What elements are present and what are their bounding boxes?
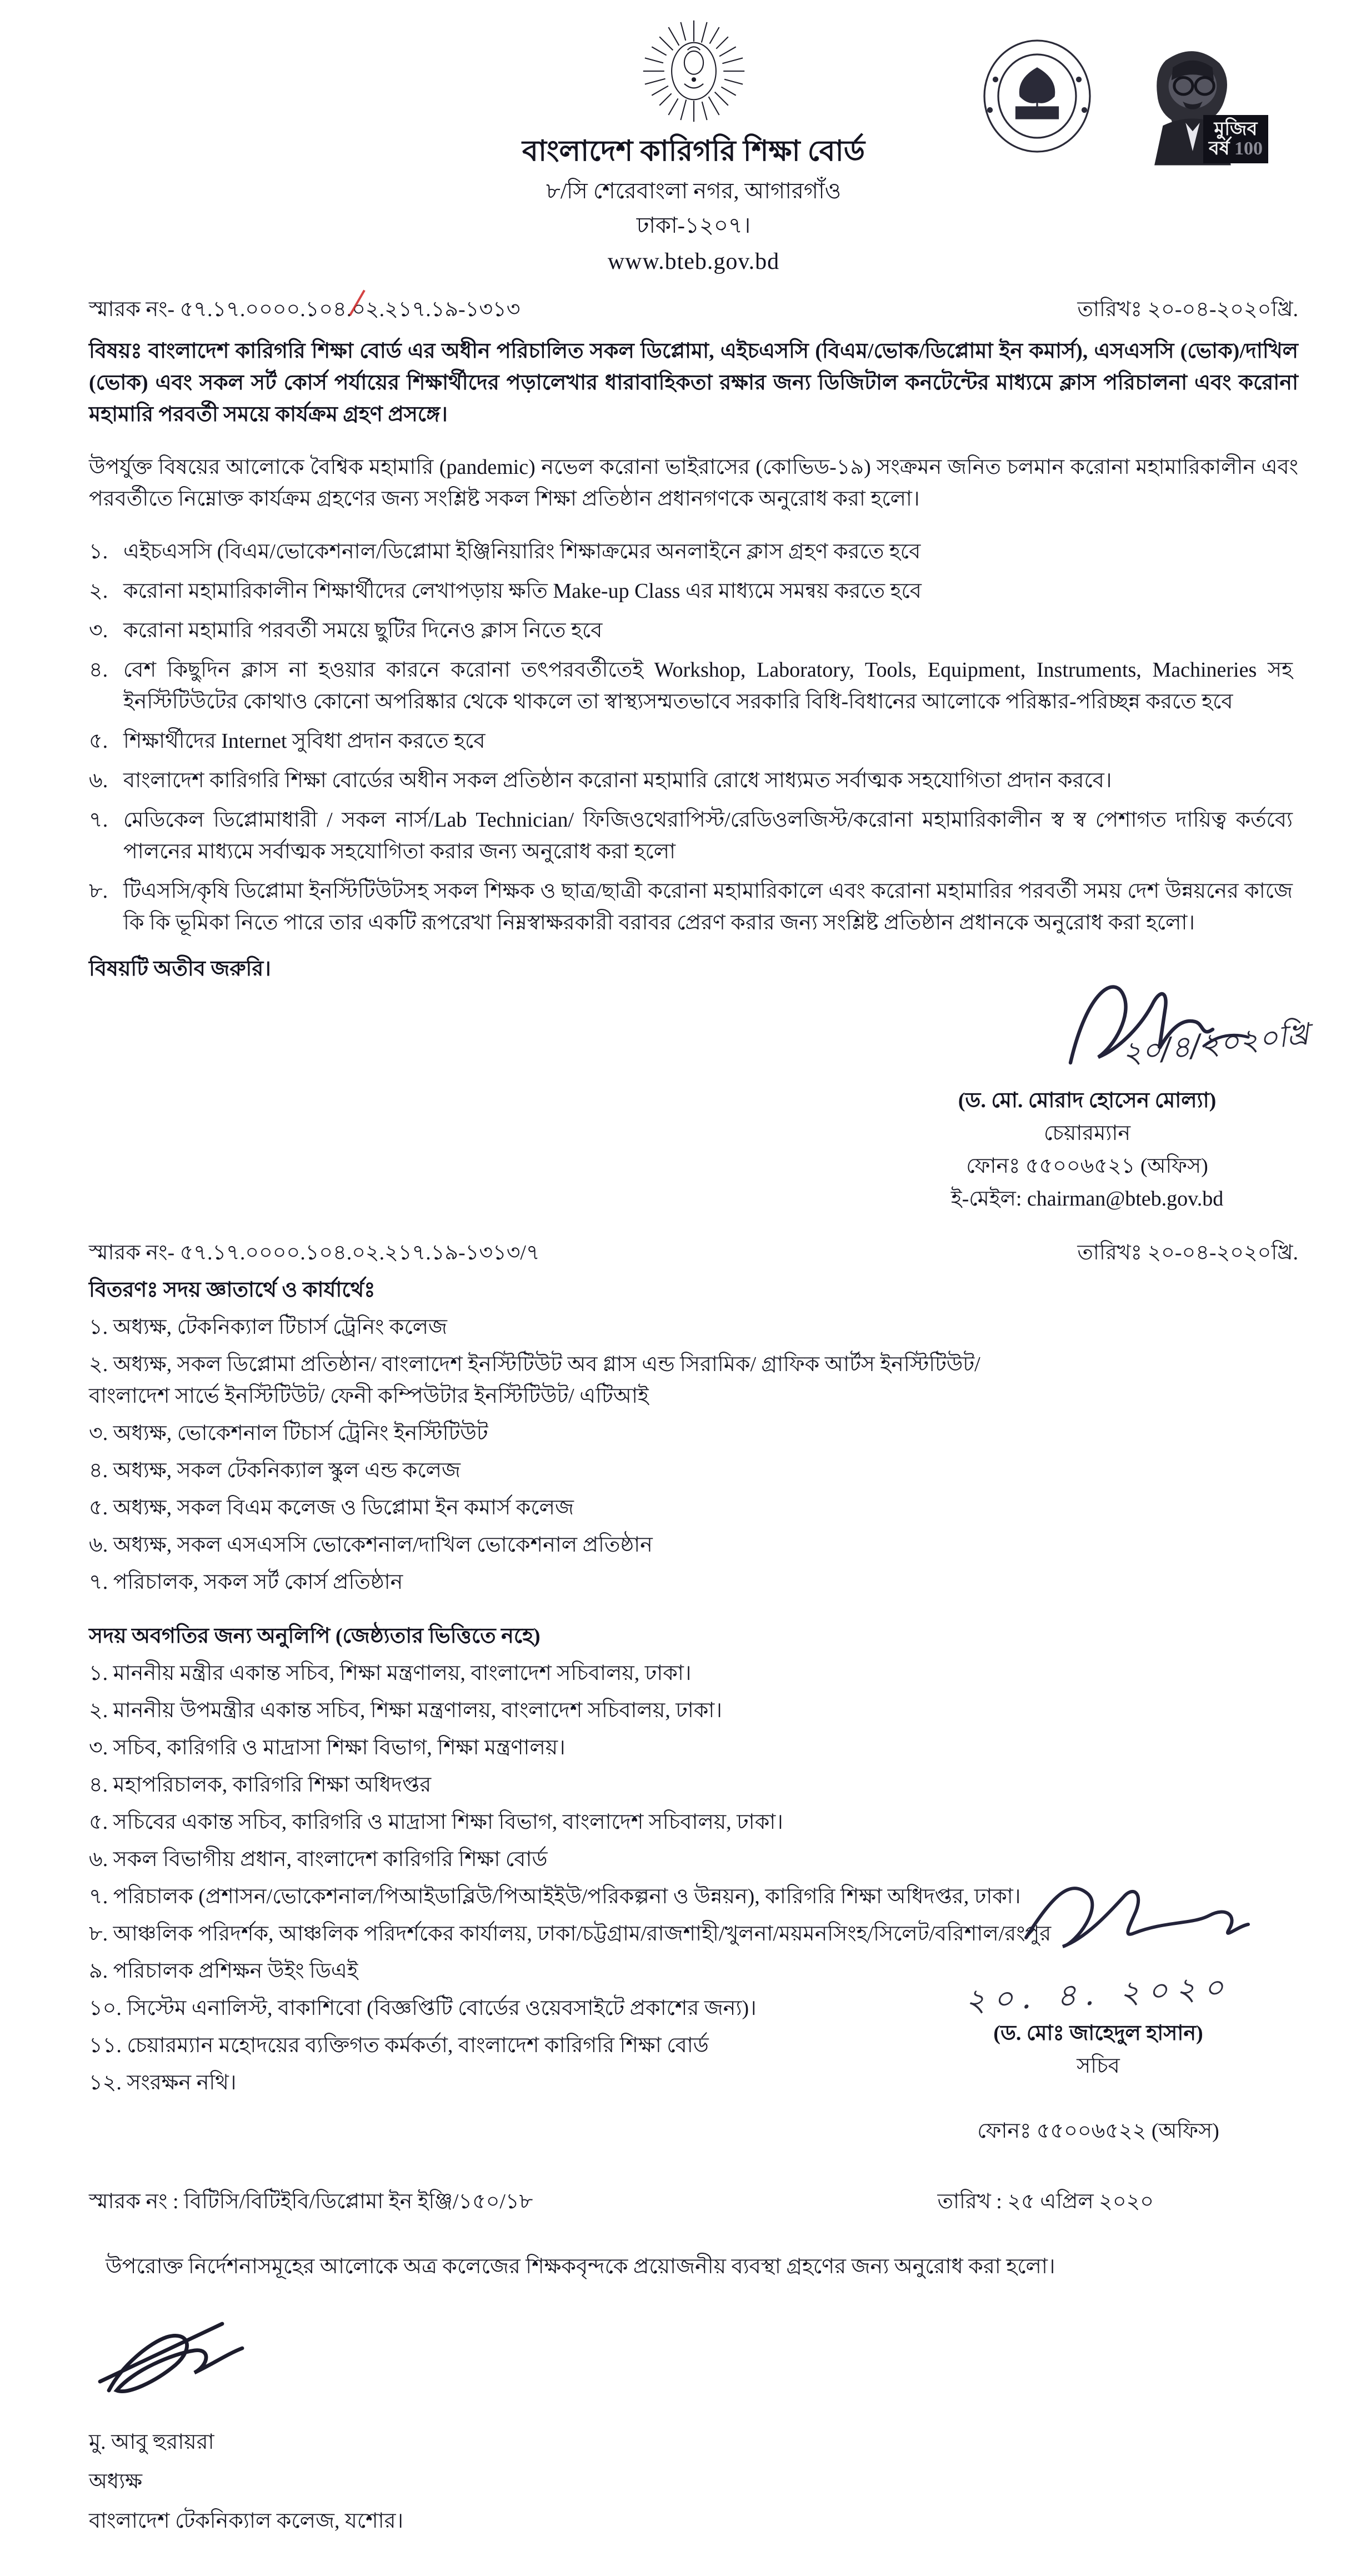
copies-item: ৮. আঞ্চলিক পরিদর্শক, আঞ্চলিক পরিদর্শকের কার্যালয়, ঢাকা/চট্টগ্রাম/রাজশাহী/খুলনা/ময়মনসিংহ/সিলেট/বরিশাল/রংপুর	[89, 1922, 1052, 1945]
distribution-list	[89, 1312, 1061, 1598]
distribution-item: ৫. অধ্যক্ষ, সকল বিএম কলেজ ও ডিপ্লোমা ইন কমার্স কলেজ	[89, 1496, 574, 1519]
directive-number: ৩.	[89, 619, 108, 642]
directive-number: ৮.	[89, 879, 108, 903]
subject-line: বিষয়ঃ বাংলাদেশ কারিগরি শিক্ষা বোর্ড এর অধীন পরিচালিত সকল ডিপ্লোমা, এইচএসসি (বিএম/ভোক/ডিপ্লোমা ইন কমার্স), এসএসসি (ভোক)/দাখিল (ভোক) এবং সকল সর্ট কোর্স পর্যায়ের শিক্ষার্থীদের পড়ালেখার ধারাবাহিকতা রক্ষার জন্য ডিজিটাল কনটেন্টের মাধ্যমে ক্লাস পরিচালনা এবং করোনা মহামারি পরবর্তী সময়ে কার্যক্রম গ্রহণ প্রসঙ্গে।	[89, 339, 1298, 426]
directive-item	[89, 726, 1298, 757]
org-name: বাংলাদেশ কারিগরি শিক্ষা বোর্ড	[522, 136, 865, 167]
directive-text: টিএসসি/কৃষি ডিপ্লোমা ইনস্টিটিউটসহ সকল শিক্ষক ও ছাত্র/ছাত্রী করোনা মহামারিকালে এবং করোনা মহামারির পরবর্তী সময় দেশ উন্নয়নের কাজে কি কি ভূমিকা নিতে পারে তার একটি রূপরেখা নিম্নস্বাক্ষরকারী বরাবর প্রেরণ করার জন্য সংশ্লিষ্ট প্রতিষ্ঠান প্রধানকে অনুরোধ করা হলো।	[123, 879, 1293, 934]
copies-item: ৯. পরিচালক প্রশিক্ষন উইং ডিএই	[89, 1959, 358, 1983]
directive-item	[89, 876, 1298, 939]
header-right-logos	[968, 38, 1265, 189]
memo2-row	[89, 1237, 1298, 1269]
distribution-item: ২. অধ্যক্ষ, সকল ডিপ্লোমা প্রতিষ্ঠান/ বাংলাদেশ ইনস্টিটিউট অব গ্লাস এন্ড সিরামিক/ গ্রাফিক আর্টস ইনস্টিটিউট/ বাংলাদেশ সার্ভে ইনস্টিটিউট/ ফেনী কম্পিউটার ইনস্টিটিউট/ এটিআই	[89, 1353, 980, 1408]
principal-institute: বাংলাদেশ টেকনিক্যাল কলেজ, যশোর।	[89, 2509, 404, 2533]
directive-list	[89, 536, 1298, 939]
directive-item	[89, 804, 1298, 868]
directive-number: ৬.	[89, 769, 108, 792]
secretary-name: (ড. মোঃ জাহেদুল হাসান)	[993, 2022, 1203, 2045]
mujib-logo-100: 100	[1234, 138, 1263, 159]
secretary-phone: ফোনঃ ৫৫০০৬৫২২ (অফিস)	[977, 2119, 1219, 2143]
copies-item: ৭. পরিচালক (প্রশাসন/ভোকেশনাল/পিআইডাব্লিউ/পিআইইউ/পরিকল্পনা ও উন্নয়ন), কারিগরি শিক্ষা অধিদপ্তর, ঢাকা।	[89, 1885, 1021, 1908]
directive-text: করোনা মহামারিকালীন শিক্ষার্থীদের লেখাপড়ায় ক্ষতি Make-up Class এর মাধ্যমে সমন্বয় করতে হবে	[123, 579, 922, 603]
distribution-heading: বিতরণঃ সদয় জ্ঞাতার্থে ও কার্যার্থেঃ	[89, 1278, 376, 1302]
memo3-row	[89, 2186, 1298, 2218]
memo1-row	[89, 294, 1298, 326]
copies-item: ৬. সকল বিভাগীয় প্রধান, বাংলাদেশ কারিগরি শিক্ষা বোর্ড	[89, 1848, 548, 1871]
distribution-item: ৬. অধ্যক্ষ, সকল এসএসসি ভোকেশনাল/দাখিল ভোকেশনাল প্রতিষ্ঠান	[89, 1533, 653, 1557]
principal-signature-block	[89, 2304, 1298, 2537]
directive-number: ১.	[89, 540, 108, 563]
distribution-item: ৭. পরিচালক, সকল সর্ট কোর্স প্রতিষ্ঠান	[89, 1570, 403, 1594]
copies-item: ৩. সচিব, কারিগরি ও মাদ্রাসা শিক্ষা বিভাগ, শিক্ষা মন্ত্রণালয়।	[89, 1736, 566, 1759]
principal-name: মু. আবু হুরায়রা	[89, 2430, 214, 2454]
directive-text: বেশ কিছুদিন ক্লাস না হওয়ার কারনে করোনা তৎপরবর্তীতেই Workshop, Laboratory, Tools, Equipment, Instruments, Machineries সহ ইনস্টিটিউটের কোথাও কোনো অপরিষ্কার থেকে থাকলে তা স্বাস্থ্যসম্মতভাবে সরকারি বিধি-বিধানের আলোকে পরিষ্কার-পরিচ্ছন্ন করতে হবে	[123, 658, 1293, 713]
letterhead	[89, 16, 1298, 279]
memo1-number: স্মারক নং- ৫৭.১৭.০০০০.১০৪.০২.২১৭.১৯-১৩১৩	[89, 294, 520, 326]
chairman-email: ই-মেইল: chairman@bteb.gov.bd	[950, 1187, 1224, 1211]
bteb-round-emblem-icon	[968, 38, 1107, 164]
directive-item	[89, 654, 1298, 718]
chairman-handwritten-date: ২০/৪/২০২০খ্রি	[1120, 1016, 1311, 1071]
directive-item	[89, 536, 1298, 568]
org-address-line1: ৮/সি শেরেবাংলা নগর, আগারগাঁও	[546, 178, 842, 203]
distribution-item: ৩. অধ্যক্ষ, ভোকেশনাল টিচার্স ট্রেনিং ইনস্টিটিউট	[89, 1422, 488, 1445]
principal-designation: অধ্যক্ষ	[89, 2470, 143, 2493]
directive-text: করোনা মহামারি পরবর্তী সময়ে ছুটির দিনেও ক্লাস নিতে হবে	[123, 619, 603, 642]
copies-heading: সদয় অবগতির জন্য অনুলিপি (জেষ্ঠ্যতার ভিত্তিতে নহে)	[89, 1624, 541, 1648]
copies-item: ১০. সিস্টেম এনালিস্ট, বাকাশিবো (বিজ্ঞপ্তিটি বোর্ডের ওয়েবসাইটে প্রকাশের জন্য)।	[89, 1997, 757, 2020]
secretary-handwritten-date: ২০. ৪. ২০২০	[964, 1969, 1233, 2019]
mujib-logo-word: মুজিব	[1214, 118, 1258, 139]
copies-item: ২. মাননীয় উপমন্ত্রীর একান্ত সচিব, শিক্ষা মন্ত্রণালয়, বাংলাদেশ সচিবালয়, ঢাকা।	[89, 1699, 722, 1722]
urgent-note: বিষয়টি অতীব জরুরি।	[89, 957, 271, 981]
chairman-phone: ফোনঃ ৫৫০০৬৫২১ (অফিস)	[966, 1154, 1208, 1178]
secretary-signature-block	[898, 1860, 1298, 2147]
copies-item: ৪. মহাপরিচালক, কারিগরি শিক্ষা অধিদপ্তর	[89, 1773, 432, 1797]
distribution-item: ১. অধ্যক্ষ, টেকনিক্যাল টিচার্স ট্রেনিং কলেজ	[89, 1315, 448, 1339]
directive-text: এইচএসসি (বিএম/ভোকেশনাল/ডিপ্লোমা ইঞ্জিনিয়ারিং শিক্ষাক্রমের অনলাইনে ক্লাস গ্রহণ করতে হবে	[123, 540, 921, 563]
principal-signature-icon	[89, 2304, 322, 2409]
directive-number: ৫.	[89, 729, 108, 753]
directive-number: ৪.	[89, 658, 108, 682]
chairman-designation: চেয়ারম্যান	[1043, 1122, 1131, 1145]
directive-text: বাংলাদেশ কারিগরি শিক্ষা বোর্ডের অধীন সকল প্রতিষ্ঠান করোনা মহামারি রোধে সাধ্যমত সর্বাত্মক সহযোগিতা প্রদান করবে।	[123, 769, 1112, 792]
org-website: www.bteb.gov.bd	[607, 249, 780, 274]
closing-paragraph: উপরোক্ত নির্দেশনাসমূহের আলোকে অত্র কলেজের শিক্ষকবৃন্দকে প্রয়োজনীয় ব্যবস্থা গ্রহণের জন্য অনুরোধ করা হলো।	[106, 2255, 1055, 2278]
secretary-signature-icon	[1009, 1860, 1265, 1965]
copies-item: ১২. সংরক্ষন নথি।	[89, 2071, 237, 2094]
copies-item: ১. মাননীয় মন্ত্রীর একান্ত সচিব, শিক্ষা মন্ত্রণালয়, বাংলাদেশ সচিবালয়, ঢাকা।	[89, 1662, 692, 1685]
directive-text: মেডিকেল ডিপ্লোমাধারী / সকল নার্স/Lab Technician/ ফিজিওথেরাপিস্ট/রেডিওলজিস্ট/করোনা মহামারিকালীন স্ব স্ব পেশাগত দায়িত্ব কর্তব্যে পালনের মাধ্যমে সর্বাত্মক সহযোগিতা করার জন্য অনুরোধ করা হলো	[123, 808, 1293, 863]
directive-number: ২.	[89, 579, 108, 603]
memo1-date: তারিখঃ ২০-০৪-২০২০খ্রি.	[1077, 298, 1298, 321]
org-address-line2: ঢাকা-১২০৭।	[636, 213, 751, 238]
directive-item	[89, 615, 1298, 647]
memo3-date: তারিখ : ২৫ এপ্রিল ২০২০	[937, 2190, 1154, 2213]
secretary-designation: সচিব	[1077, 2054, 1120, 2078]
copies-item: ৫. সচিবের একান্ত সচিব, কারিগরি ও মাদ্রাসা শিক্ষা বিভাগ, বাংলাদেশ সচিবালয়, ঢাকা।	[89, 1810, 783, 1834]
directive-number: ৭.	[89, 808, 108, 832]
directive-item	[89, 576, 1298, 607]
memo3-number: স্মারক নং : বিটিসি/বিটিইবি/ডিপ্লোমা ইন ইঞ্জি/১৫০/১৮	[89, 2190, 533, 2213]
mujib-logo-year: বর্ষ	[1208, 138, 1230, 159]
chairman-signature-block	[876, 968, 1311, 1215]
intro-paragraph: উপর্যুক্ত বিষয়ের আলোকে বৈশ্বিক মহামারি (pandemic) নভেল করোনা ভাইরাসের (কোভিড-১৯) সংক্রমন জনিত চলমান করোনা মহামারিকালীন এবং পরবর্তীতে নিম্নোক্ত কার্যক্রম গ্রহণের জন্য সংশ্লিষ্ট সকল শিক্ষা প্রতিষ্ঠান প্রধানগণকে অনুরোধ করা হলো।	[89, 456, 1298, 511]
chairman-name: (ড. মো. মোরাদ হোসেন মোল্যা)	[958, 1089, 1217, 1112]
memo2-date: তারিখঃ ২০-০৪-২০২০খ্রি.	[1077, 1241, 1298, 1264]
memo2-number: স্মারক নং- ৫৭.১৭.০০০০.১০৪.০২.২১৭.১৯-১৩১৩/৭	[89, 1241, 540, 1264]
directive-item	[89, 765, 1298, 797]
directive-text: শিক্ষার্থীদের Internet সুবিধা প্রদান করতে হবে	[123, 729, 486, 753]
distribution-item: ৪. অধ্যক্ষ, সকল টেকনিক্যাল স্কুল এন্ড কলেজ	[89, 1459, 461, 1482]
mujib-100-logo	[1123, 38, 1265, 189]
copies-item: ১১. চেয়ারম্যান মহোদয়ের ব্যক্তিগত কর্মকর্তা, বাংলাদেশ কারিগরি শিক্ষা বোর্ড	[89, 2034, 709, 2057]
